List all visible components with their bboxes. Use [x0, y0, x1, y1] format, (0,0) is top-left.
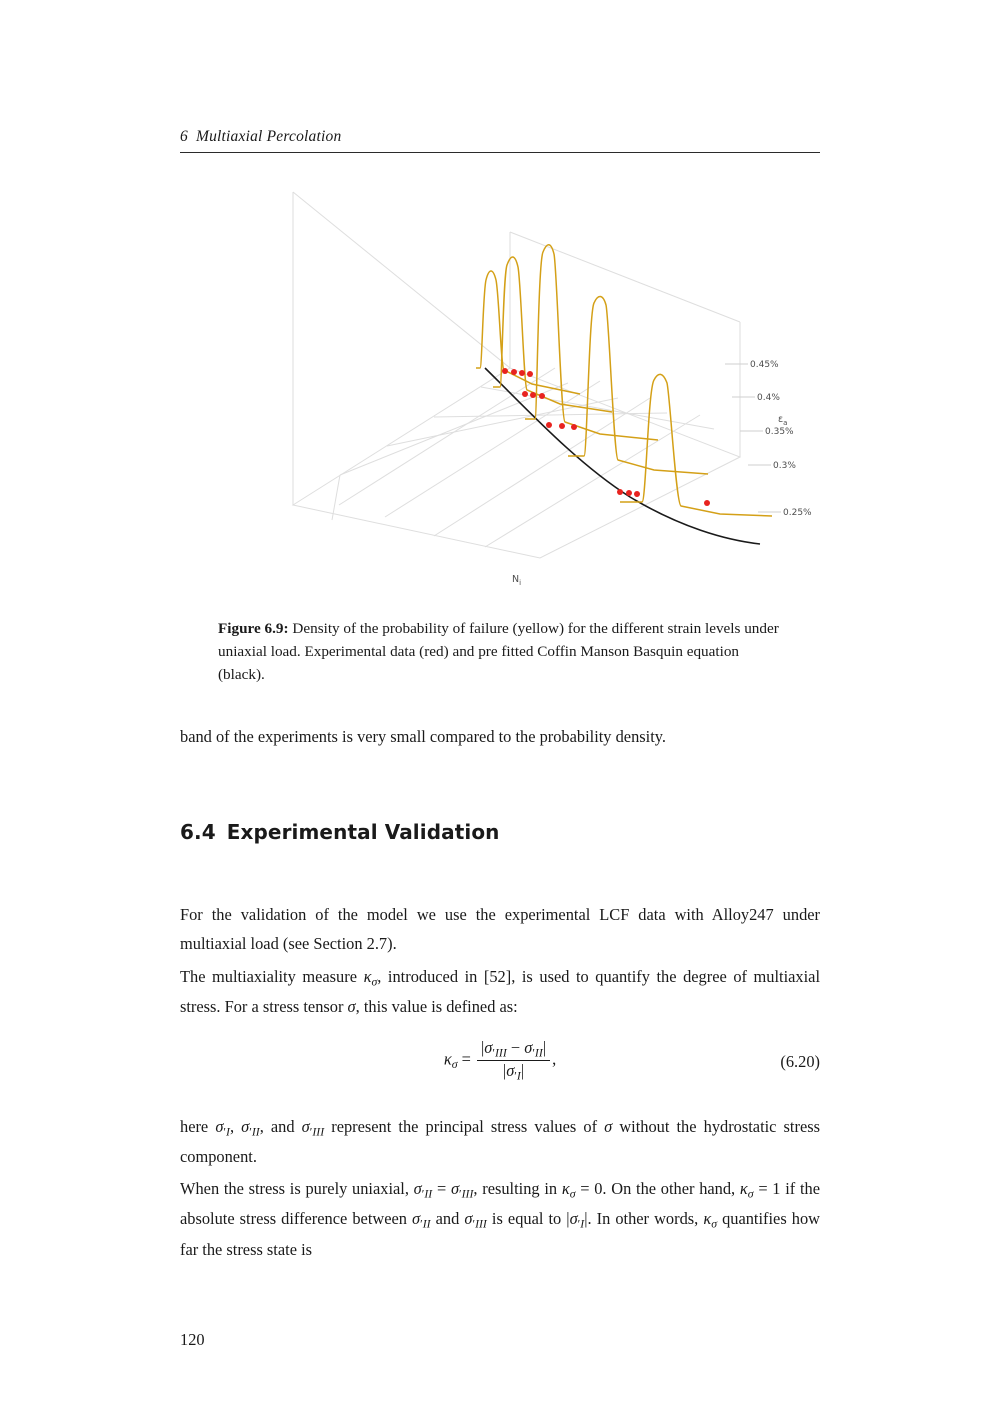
running-head-rule	[180, 152, 820, 153]
paragraph-uniaxial-case: When the stress is purely uniaxial, $\sigma_{'II} = \sigma_{'III}$, resulting in $\kappa_\sigma = 0$. On the other hand, $\kappa_\sigma = 1$ if the absolute stress difference between $\sigma_{'II}$ and $\sigma_{'III}$ is equal to $|\sigma_{'I}|$. In other words, $\kappa_\sigma$ quantifies how far the stress state is	[180, 1179, 820, 1259]
paragraph-band: band of the experiments is very small compared to the probability density.	[180, 727, 666, 746]
axis-labels	[512, 414, 787, 587]
plot-grid	[293, 192, 740, 558]
z-tick-label-1: 0.4%	[757, 393, 780, 403]
axis-z-label: $\varepsilon_a$	[778, 414, 788, 427]
paragraph-principal-stresses: here $\sigma_{'I}$, $\sigma_{'II}$, and $\sigma_{'III}$ represent the principal stress values of σ without the hydrostatic stress component.	[180, 1117, 820, 1167]
equation-6-20	[180, 1038, 820, 1086]
running-head-chapter-number: 6	[180, 128, 188, 145]
page-number: 120	[180, 1330, 205, 1349]
equation-body: $\kappa_\sigma$ = $\frac{|\sigma_{'III} - \sigma_{'II}|}{|\sigma_{'I}|}$ ,	[443, 1038, 557, 1083]
equation-number: (6.20)	[780, 1052, 820, 1071]
figure-caption-label: Figure 6.9:	[218, 620, 289, 637]
equation-fraction: $\frac{|\sigma_{'III} - \sigma_{'II}|}{|\sigma_{'I}|}$	[477, 1038, 550, 1083]
axis-x-label: $N_i$	[512, 574, 522, 587]
figure-caption	[218, 617, 788, 686]
figure-6-9	[180, 172, 820, 597]
z-tick-label-4: 0.25%	[783, 508, 812, 518]
section-number: 6.4	[180, 820, 216, 844]
figure-plot-3d	[180, 172, 820, 597]
running-head	[180, 128, 820, 146]
density-curves	[476, 245, 772, 516]
figure-caption-text: Density of the probability of failure (yellow) for the different strain levels under uniaxial load. Experimental data (red) and pre fitted Coffin Manson Basquin equation (black).	[218, 620, 779, 684]
paragraph-multiaxiality: The multiaxiality measure $\kappa_\sigma$, introduced in [52], is used to quantify the degree of multiaxial stress. For a stress tensor σ, this value is defined as:	[180, 967, 820, 1017]
paragraph-validation: For the validation of the model we use the experimental LCF data with Alloy247 under multiaxial load (see Section 2.7).	[180, 905, 820, 954]
z-tick-label-0: 0.45%	[750, 360, 779, 370]
axis-z-ticks	[725, 360, 812, 518]
z-tick-label-3: 0.3%	[773, 461, 796, 471]
experimental-data-points	[502, 368, 710, 506]
section-heading-6-4	[180, 820, 820, 844]
section-title: Experimental Validation	[226, 820, 500, 844]
z-tick-label-2: 0.35%	[765, 427, 794, 437]
running-head-chapter-title: Multiaxial Percolation	[195, 128, 342, 145]
